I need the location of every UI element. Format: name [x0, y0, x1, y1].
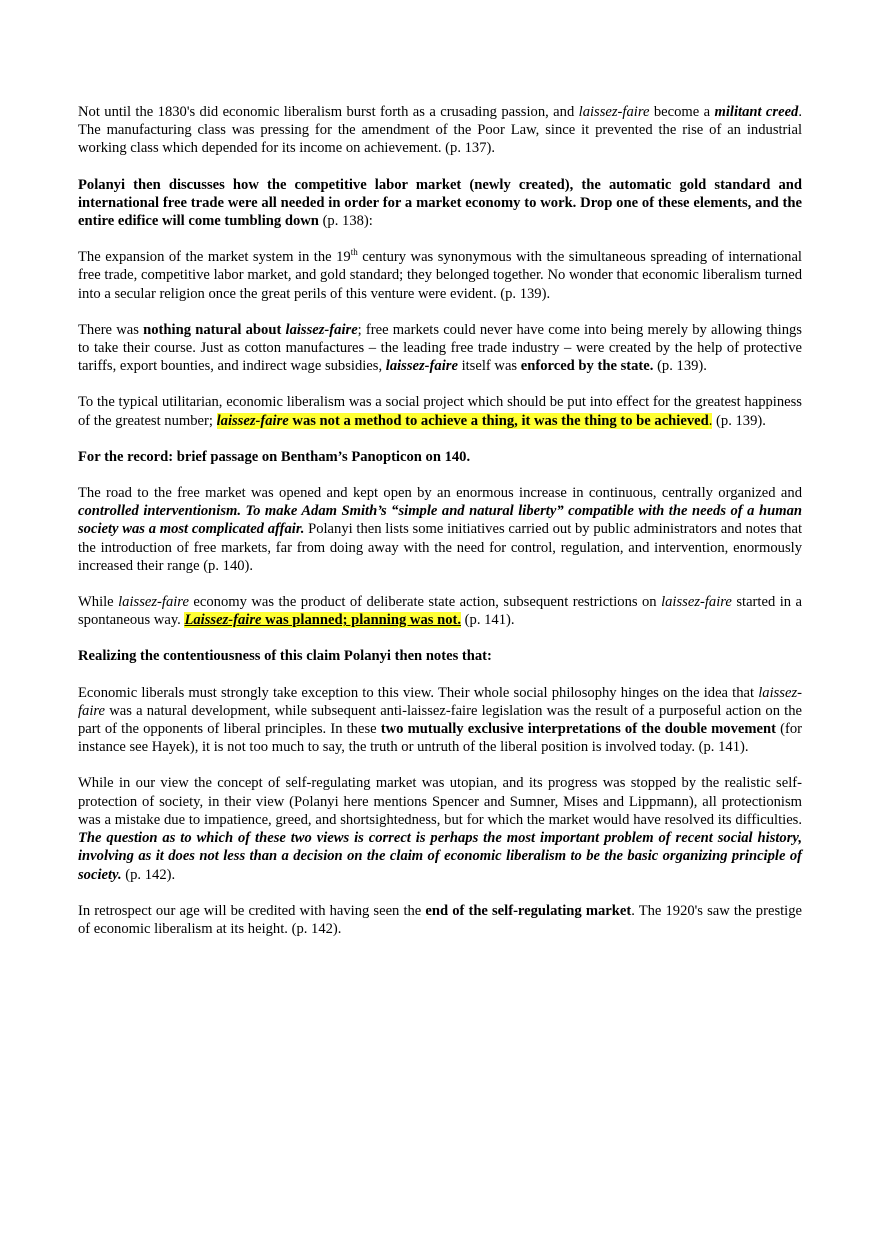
bold-phrase: was planned; planning was not.: [261, 612, 462, 629]
paragraph-2: [78, 176, 802, 231]
text-run: To the typical utilitarian, economic liberalism was a social project which should be put into effect for the greatest happiness of the greatest number;: [78, 394, 802, 429]
text-run: Polanyi then lists some initiatives carried out by public administrators and notes that the introduction of free markets, far from doing away with the need for control, regulation, and intervention, enormously increased their range (p. 140).: [78, 521, 802, 574]
text-run: While: [78, 594, 119, 611]
paragraph-4: [78, 321, 802, 376]
text-run: become a: [649, 104, 715, 120]
text-run: In retrospect our age will be credited with having seen the: [78, 902, 426, 919]
paragraph-10: [78, 684, 802, 757]
page-citation: (p. 141).: [461, 612, 515, 629]
bold-italic-phrase: militant creed: [714, 104, 799, 120]
bold-italic-term: Laissez-faire: [184, 612, 262, 629]
text-run: The expansion of the market system in the 19: [78, 249, 351, 266]
page-citation: (p. 142).: [121, 866, 176, 883]
text-run: While in our view the concept of self-regulating market was utopian, and its progress was stopped by the realistic self-protection of society, in their view (Polanyi here mentions Spencer and Sumner, Mises and Lippmann), all protectionism was a mistake due to impatience, greed, and shortsightedness, but for which the market would have resolved its difficulties.: [78, 775, 802, 828]
text-run: Not until the 1830's did economic liberalism burst forth as a crusading passion, and: [78, 104, 579, 120]
italic-term: laissez-faire: [578, 104, 650, 120]
paragraph-8: [78, 593, 802, 629]
paragraph-7: [78, 484, 802, 575]
bold-italic-term: laissez-faire: [216, 412, 289, 429]
text-run: was a natural development, while subsequent anti-laissez-faire legislation was the result of a purposeful action on the part of the opponents of liberal principles. In these: [78, 702, 802, 738]
bold-phrase: two mutually exclusive interpretations of the double movement: [380, 721, 776, 738]
bold-phrase: enforced by the state.: [520, 358, 654, 375]
bold-note: Realizing the contentiousness of this claim Polanyi then notes that:: [78, 648, 492, 665]
paragraph-1: [78, 103, 802, 158]
page-citation: (p. 139).: [712, 412, 766, 429]
text-run: economy was the product of deliberate state action, subsequent restrictions on: [188, 594, 662, 611]
paragraph-3: [78, 248, 802, 303]
paragraph-11: [78, 774, 802, 883]
text-run: . The 1920's saw the prestige of economic liberalism at its height. (p. 142).: [78, 902, 803, 937]
text-run: century was synonymous with the simultaneous spreading of international free trade, competitive labor market, and gold standard; they belonged together. No wonder that economic liberalism turned into a secular religion once the great perils of this venture were evident. (p. 139).: [78, 249, 802, 302]
page-citation: (p. 139).: [653, 358, 707, 375]
text-run: started in a spontaneous way.: [78, 594, 802, 629]
superscript: th: [350, 247, 358, 258]
highlighted-quote: [217, 413, 713, 429]
italic-term: laissez-faire: [78, 684, 802, 719]
text-run: . The manufacturing class was pressing for the amendment of the Poor Law, since it prevented the rise of an industrial working class which depended for its income on achievement. (p. 137).: [78, 104, 802, 157]
bold-phrase: end of the self-regulating market: [425, 902, 632, 919]
text-run: itself was: [457, 358, 521, 375]
italic-term: laissez-faire: [661, 594, 732, 611]
page-citation: (p. 138):: [318, 213, 373, 230]
bold-italic-term: laissez-faire: [285, 321, 358, 338]
text-run: The road to the free market was opened and kept open by an enormous increase in continuous, centrally organized and: [78, 485, 802, 502]
bold-phrase: was not a method to achieve a thing, it was the thing to be achieved: [288, 412, 709, 429]
paragraph-6: [78, 448, 802, 466]
paragraph-9: [78, 647, 802, 665]
paragraph-5: [78, 393, 802, 429]
bold-phrase: nothing natural about: [143, 321, 286, 338]
bold-italic-term: laissez-faire: [385, 358, 458, 375]
text-run: Economic liberals must strongly take exception to this view. Their whole social philosophy hinges on the idea that: [78, 684, 759, 701]
bold-note: For the record: brief passage on Bentham’s Panopticon on 140.: [78, 448, 471, 465]
paragraph-12: [78, 902, 802, 938]
bold-italic-phrase: The question as to which of these two views is correct is perhaps the most important problem of recent social history, involving as it does not less than a decision on the claim of economic liberalism to be the basic organizing principle of society.: [78, 830, 802, 883]
text-run: (for instance see Hayek), it is not too much to say, the truth or untruth of the liberal position is involved today. (p. 141).: [78, 721, 802, 756]
bold-summary: Polanyi then discusses how the competitive labor market (newly created), the automatic gold standard and international free trade were all needed in order for a market economy to work. Drop one of these elements, and the entire edifice will come tumbling down: [78, 176, 802, 230]
text-run: ; free markets could never have come into being merely by allowing things to take their course. Just as cotton manufactures – the leading free trade industry – were created by the help of protective tariffs, export bounties, and indirect wage subsidies,: [78, 321, 802, 375]
text-run: There was: [78, 321, 144, 338]
bold-italic-phrase: controlled interventionism. To make Adam Smith’s “simple and natural liberty” compatible with the needs of a human society was a most complicated affair.: [78, 503, 802, 538]
text-run: .: [708, 412, 713, 429]
highlighted-quote: [184, 612, 461, 628]
italic-term: laissez-faire: [118, 594, 189, 611]
